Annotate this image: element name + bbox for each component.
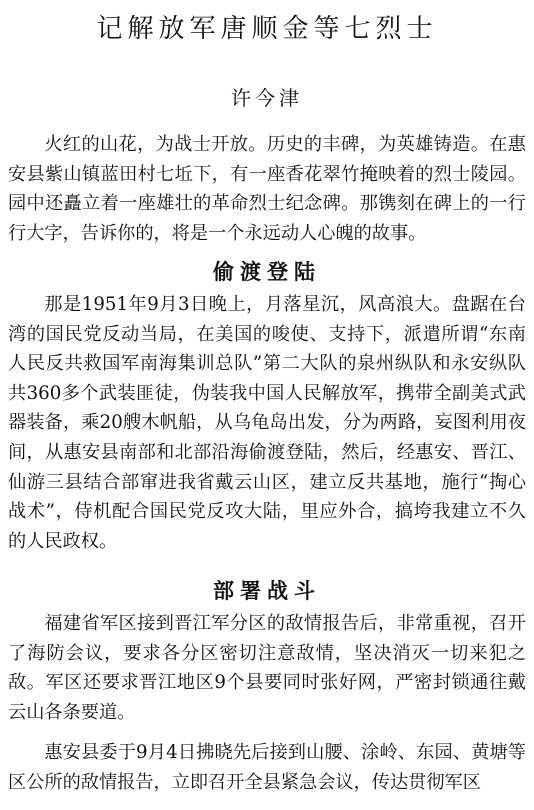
landing-paragraph: 那是1951年9月3日晚上，月落星沉，风高浪大。盘踞在台湾的国民党反动当局，在美国的唆使、支持下，派遣所谓“东南人民反共救国军南海集训总队”第二大队的泉州纵队和永安纵队共360多个武装匪徒，伪装我中国人民解放军，携带全副美式武器装备，乘20艘木帆船，从乌龟岛出发，分为两路，妄图利用夜间，从惠安县南部和北部沿海偷渡登陆，然后，经惠安、晋江、仙游三县结合部窜进我省戴云山区，建立反共基地，施行“掏心战术”，侍机配合国民党反攻大陆，里应外合，搞垮我建立不久的人民政权。 (8, 294, 526, 552)
section-heading-deployment: 部署战斗 (213, 579, 321, 603)
deployment-paragraph-2: 惠安县委于9月4日拂晓先后接到山腰、涂岭、东园、黄塘等区公所的敌情报告，立即召开全县紧急会议，传达贯彻军区 (8, 742, 526, 793)
section-heading-landing: 偷渡登陆 (213, 260, 321, 284)
deployment-paragraph-1: 福建省军区接到晋江军分区的敌情报告后，非常重视，召开了海防会议，要求各分区密切注意敌情，坚决消灭一切来犯之敌。军区还要求晋江地区9个县要同时张好网，严密封锁通往戴云山各条要道。 (8, 613, 526, 723)
intro-paragraph: 火红的山花，为战士开放。历史的丰碑，为英雄铸造。在惠安县紫山镇蓝田村七坵下，有一座香花翠竹掩映着的烈士陵园。园中还矗立着一座雄壮的革命烈士纪念碑。那镌刻在碑上的一行行大字，告诉你的，将是一个永远动人心魄的故事。 (8, 134, 526, 244)
article-title: 记解放军唐顺金等七烈士 (96, 14, 438, 44)
author-name: 许今津 (231, 86, 303, 110)
